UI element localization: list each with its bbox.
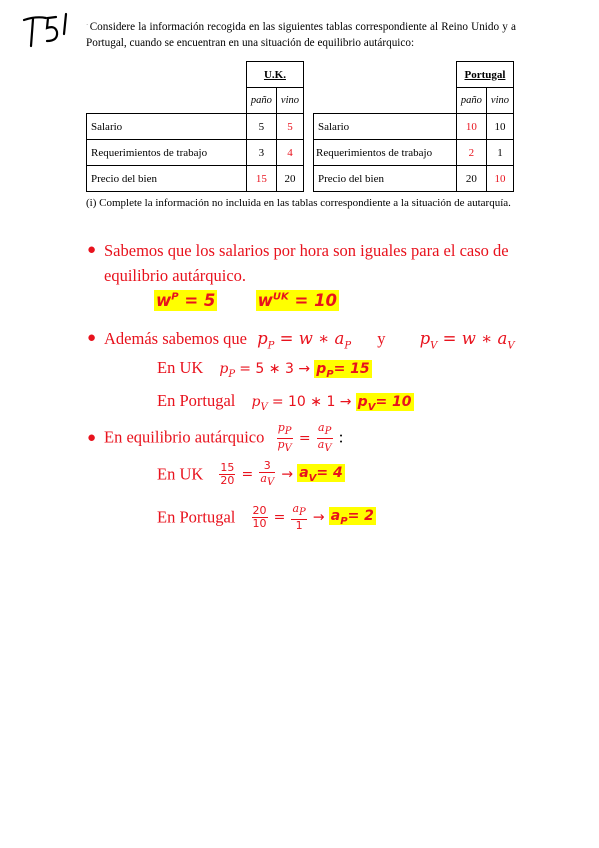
bullet-2-text: Además sabemos que [104,329,247,348]
pt-price-fraction: $\frac{20}{10}$ [252,504,267,531]
bullet-icon: ● [87,430,97,446]
bullet-icon: ● [87,330,97,346]
uk-row-label: Salario [87,114,247,140]
uk-ratio-calc: En UK $\frac{15}{20}$ = $\frac{3}{a_V}$ → $a_V= 4$ [157,459,343,489]
pt-row-label: Precio del bien [314,166,457,192]
uk-row-label: Requerimientos de trabajo [87,140,247,166]
uk-price-fraction: $\frac{15}{20}$ [220,461,235,488]
bullet-1-text: Sabemos que los salarios por hora son iguales para el caso de equilibrio autárquico. [104,241,509,285]
uk-cell: 4 [276,140,303,166]
uk-av-result: $a_V= 4$ [299,465,343,484]
intro-text: Considere la información recogida en las siguientes tablas correspondiente al Reino Unido y a Portugal, cuando se encuentran en una situación de equilibrio autárquico: [86,21,516,49]
wage-portugal-equation: $w^P = 5$ [156,291,216,310]
pt-row-label: Salario [314,114,457,140]
uk-cell: 20 [276,166,303,192]
pt-cell: 2 [456,140,486,166]
pt-col-pano: paño [456,88,486,114]
uk-table-title: U.K. [246,62,303,88]
solution-bullet-1 [87,238,524,288]
question-note: (i) Complete la información no incluida en las tablas correspondiente a la situación de autarquía. [86,197,511,209]
bullet-icon: ● [87,242,97,258]
pt-price-expression: = 10 ∗ 1 → [271,394,352,410]
pt-requirement-fraction: $\frac{a_P}{1}$ [292,502,306,533]
uk-row-label: Precio del bien [87,166,247,192]
portugal-table [313,61,514,192]
footnote-mark: ˊ [86,23,89,31]
bullet-2-and: y [377,329,386,348]
uk-cell: 5 [276,114,303,140]
bullet-3-text: En equilibrio autárquico [104,427,265,447]
pt-cell: 10 [486,166,513,192]
uk-price-expression: = 5 ∗ 3 → [239,361,311,377]
pt-price-label: En Portugal [157,391,236,410]
formula-pv: $p_V = w$ ∗ $a_V$ [419,329,515,352]
uk-requirement-fraction: $\frac{3}{a_V}$ [260,459,275,489]
uk-ratio-label: En UK [157,464,204,484]
uk-col-vino: vino [276,88,303,114]
pt-cell: 10 [486,114,513,140]
uk-col-pano: paño [246,88,276,114]
wage-uk-equation: $w^{UK} = 10$ [257,291,338,310]
solution-bullet-2 [87,326,544,358]
uk-cell: 15 [246,166,276,192]
pt-row-label: Requerimientos de trabajo [314,140,457,166]
handwritten-t5-badge [22,10,74,50]
formula-pp: $p_P = w$ ∗ $a_P$ [257,329,352,352]
pt-table-title: Portugal [456,62,513,88]
pt-cell: 1 [486,140,513,166]
pt-ratio-calc: En Portugal $\frac{20}{10}$ = $\frac{a_P}{1}$ → $a_P= 2$ [157,502,374,533]
solution-bullet-3: ● En equilibrio autárquico $\frac{p_P}{p_V}$ = $\frac{a_P}{a_V}$ : [87,421,344,455]
uk-price-result: $p_P= 15$ [316,361,370,380]
pt-ratio-label: En Portugal [157,507,236,527]
ratio-requirements: $\frac{a_P}{a_V}$ [317,421,332,455]
pt-cell: 10 [456,114,486,140]
uk-price-label: En UK [157,358,204,377]
uk-price-calc: En UK $p_P = 5$ ∗ $3 \to p_P= 15$ [157,358,370,380]
pt-col-vino: vino [486,88,513,114]
uk-cell: 5 [246,114,276,140]
ratio-prices: $\frac{p_P}{p_V}$ [277,421,292,455]
uk-table [86,61,304,192]
pt-price-calc: En Portugal $p_V = 10$ ∗ $1 \to p_V= 10$ [157,391,412,413]
handwritten-mark-icon [22,10,74,50]
wage-equations [154,291,339,311]
intro-paragraph [86,19,516,51]
pt-ap-result: $a_P= 2$ [330,508,374,527]
pt-price-result: $p_V= 10$ [357,394,412,413]
pt-cell: 20 [456,166,486,192]
uk-cell: 3 [246,140,276,166]
